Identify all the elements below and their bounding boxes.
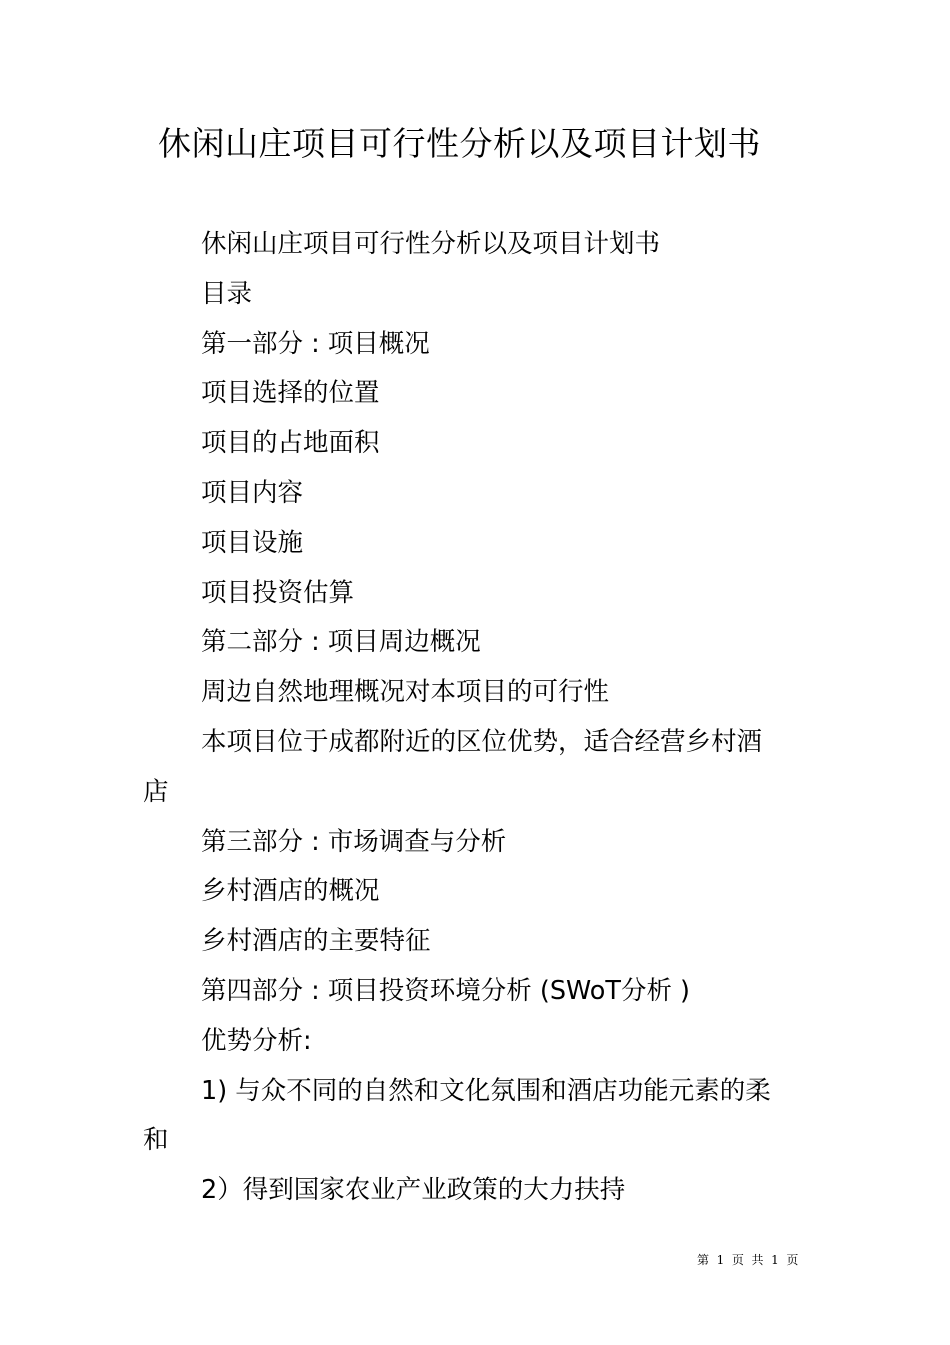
paragraph: 项目投资估算 <box>201 577 355 608</box>
paragraph: 第四部分 : 项目投资环境分析 (SWoT分析 ) <box>201 975 690 1006</box>
paragraph: 项目内容 <box>201 477 304 508</box>
paragraph: 周边自然地理概况对本项目的可行性 <box>201 677 610 708</box>
paragraph: 第一部分 : 项目概况 <box>201 328 430 359</box>
document-body <box>143 220 783 1216</box>
paragraph: 乡村酒店的主要特征 <box>201 926 431 957</box>
paragraph: 项目选择的位置 <box>201 378 380 409</box>
document-title: 休闲山庄项目可行性分析以及项目计划书 <box>158 124 761 163</box>
paragraph: 休闲山庄项目可行性分析以及项目计划书 <box>201 229 661 259</box>
paragraph: 项目的占地面积 <box>201 428 380 459</box>
paragraph: 乡村酒店的概况 <box>201 876 380 907</box>
page-number-footer: 第 1 页 共 1 页 <box>697 1253 799 1267</box>
paragraph: 1) 与众不同的自然和文化氛围和酒店功能元素的柔和 <box>143 1075 771 1156</box>
paragraph: 项目设施 <box>201 527 304 558</box>
paragraph: 第三部分 : 市场调查与分析 <box>201 826 507 857</box>
paragraph: 第二部分 : 项目周边概况 <box>201 627 481 658</box>
paragraph: 本项目位于成都附近的区位优势，适合经营乡村酒店 <box>143 726 763 807</box>
paragraph: 目录 <box>201 278 253 309</box>
paragraph: 优势分析: <box>201 1025 312 1056</box>
paragraph: 2）得到国家农业产业政策的大力扶持 <box>201 1175 626 1206</box>
